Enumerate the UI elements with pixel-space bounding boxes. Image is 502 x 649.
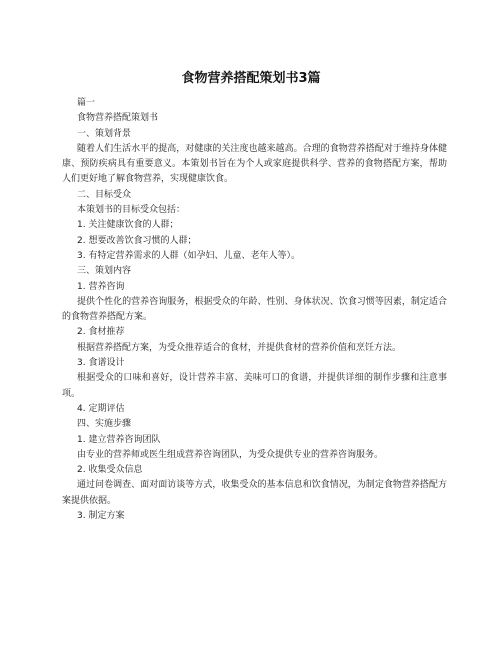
body-paragraph: 提供个性化的营养咨询服务，根据受众的年龄、性别、身体状况、饮食习惯等因素，制定适合的食物营养搭配方案。 [62, 296, 447, 323]
body-line: 4. 定期评估 [77, 403, 125, 414]
body-line: 1. 营养咨询 [77, 281, 125, 292]
body-line: 二、目标受众 [77, 189, 132, 200]
body-paragraph: 由专业的营养师或医生组成营养咨询团队，为受众提供专业的营养咨询服务。 [77, 449, 384, 460]
document-body [62, 96, 447, 524]
body-line: 2. 收集受众信息 [77, 465, 143, 476]
body-line: 本策划书的目标受众包括： [77, 205, 186, 216]
body-paragraph: 根据营养搭配方案，为受众推荐适合的食材，并提供食材的营养价值和烹饪方法。 [77, 342, 402, 353]
body-line: 3. 食谱设计 [77, 358, 125, 369]
body-line: 篇一 [77, 98, 96, 108]
body-line: 2. 想要改善饮食习惯的人群； [77, 235, 197, 246]
body-paragraph: 通过问卷调查、面对面访谈等方式，收集受众的基本信息和饮食情况，为制定食物营养搭配方案提供依据。 [62, 480, 447, 506]
body-line: 2. 食材推荐 [77, 327, 125, 338]
body-paragraph: 随着人们生活水平的提高，对健康的关注度也越来越高。合理的食物营养搭配对于维持身体健康、预防疾病具有重要意义。本策划书旨在为个人或家庭提供科学、营养的食物搭配方案，帮助人们更好地了解食物营养，实现健康饮食。 [62, 143, 447, 185]
body-line: 四、实施步骤 [77, 419, 132, 430]
body-line: 3. 制定方案 [77, 511, 125, 522]
body-paragraph: 根据受众的口味和喜好，设计营养丰富、美味可口的食谱，并提供详细的制作步骤和注意事项。 [62, 373, 447, 399]
document-title: 食物营养搭配策划书3篇 [181, 71, 321, 86]
body-line: 食物营养搭配策划书 [77, 113, 159, 124]
body-line: 三、策划内容 [77, 266, 132, 277]
body-line: 1. 关注健康饮食的人群； [77, 220, 179, 231]
body-line: 一、策划背景 [77, 128, 132, 139]
body-line: 1. 建立营养咨询团队 [77, 434, 161, 445]
body-line: 3. 有特定营养需求的人群（如孕妇、儿童、老年人等）。 [77, 250, 300, 261]
